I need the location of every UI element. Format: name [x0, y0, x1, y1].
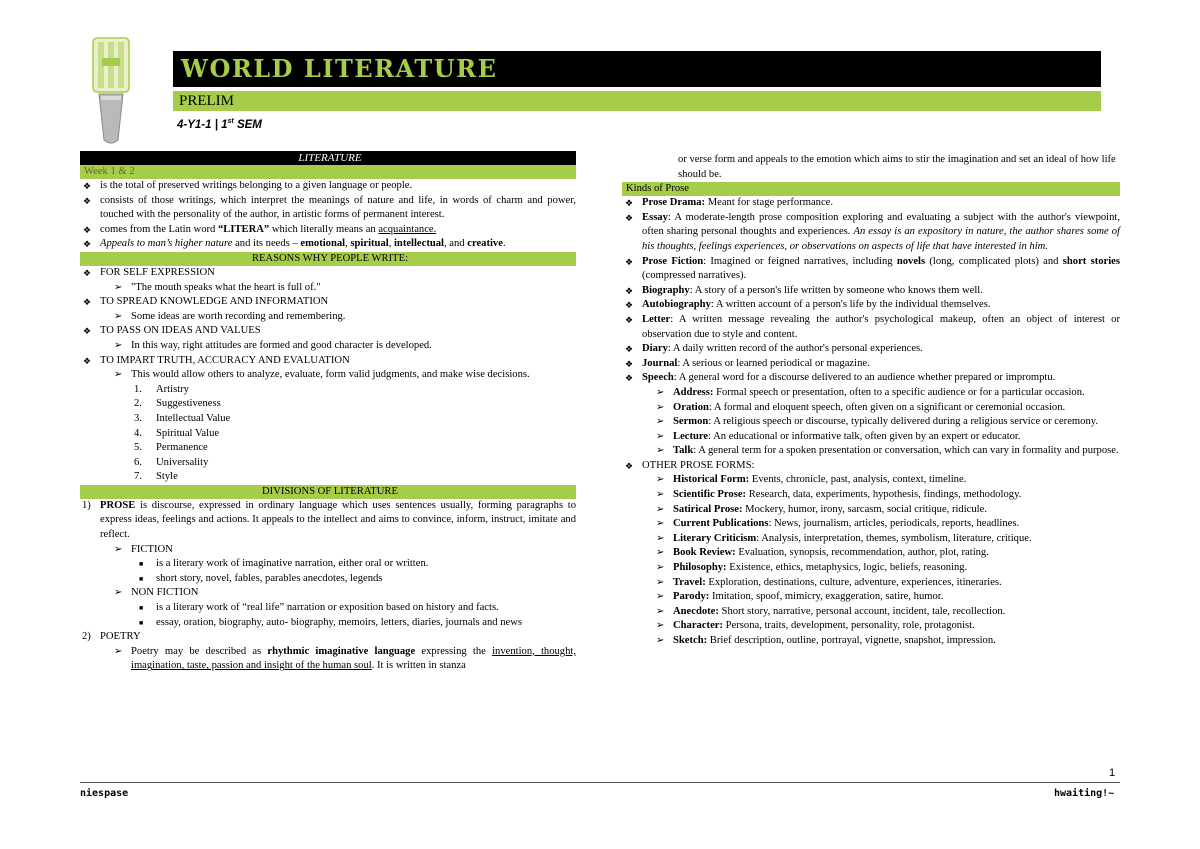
- arrow-bullet-icon: ➢: [656, 430, 665, 442]
- reason-item: [80, 266, 576, 281]
- arrow-bullet-icon: ➢: [114, 281, 123, 293]
- kind-item: [622, 371, 1120, 386]
- poetry-continuation: [622, 153, 1120, 182]
- kind-item: [622, 342, 1120, 357]
- other-term: Scientific Prose:: [673, 489, 747, 501]
- arrow-bullet-icon: ➢: [656, 635, 665, 646]
- kind-desc: : A story of a person's life written by someone who knows them well.: [689, 284, 983, 296]
- arrow-bullet-icon: ➢: [114, 339, 123, 351]
- arrow-bullet-icon: ➢: [114, 369, 123, 381]
- item-text: expressing the: [415, 645, 493, 657]
- reason-sub-item: [80, 339, 576, 354]
- item-text: short story, novel, fables, parables anecdotes, legends: [156, 572, 383, 584]
- divisions-header: DIVISIONS OF LITERATURE: [80, 485, 576, 499]
- kinds-header-text: Kinds of Prose: [626, 183, 689, 195]
- kind-desc-italic: An essay is an expository in nature, the author shares some of his thoughts, feelings experiences, or observations on aspects of life that have interested in him.: [642, 226, 1120, 252]
- week-label: Week 1 & 2: [80, 165, 576, 179]
- reason-text: FOR SELF EXPRESSION: [100, 266, 215, 278]
- reason-text: TO IMPART TRUTH, ACCURACY AND EVALUATION: [100, 354, 350, 366]
- list-item: [80, 223, 576, 238]
- kind-item: [622, 313, 1120, 342]
- kind-term: Essay: [642, 211, 668, 223]
- item-text: comes from the Latin word: [100, 223, 218, 235]
- reason-item: [80, 354, 576, 369]
- quality-item: [80, 427, 576, 442]
- diamond-bullet-icon: ❖: [625, 285, 634, 296]
- reason-item: [80, 324, 576, 339]
- arrow-bullet-icon: ➢: [656, 489, 665, 501]
- speech-desc: Formal speech or presentation, often to a specific audience or for a particular occasion.: [713, 386, 1085, 398]
- reason-text: TO PASS ON IDEAS AND VALUES: [100, 325, 261, 337]
- novels-word: novels: [896, 255, 926, 267]
- speech-sub-item: [622, 401, 1120, 416]
- square-bullet-icon: ■: [139, 604, 144, 613]
- diamond-bullet-icon: ❖: [625, 344, 634, 355]
- arrow-bullet-icon: ➢: [114, 543, 123, 555]
- other-form-item: [622, 605, 1120, 620]
- quality-number: 7.: [134, 471, 142, 483]
- kind-item: [622, 357, 1120, 372]
- nonfiction-sub-item: [80, 601, 576, 616]
- item-text: or verse form and appeals to the emotion which aims to stir the imagination and set an ideal of how life should be.: [678, 154, 1116, 180]
- kind-term: Speech: [642, 372, 674, 384]
- other-term: Satirical Prose:: [673, 503, 743, 515]
- left-column: [80, 151, 576, 674]
- arrow-bullet-icon: ➢: [656, 401, 665, 413]
- diamond-bullet-icon: ❖: [625, 198, 634, 209]
- item-text: which literally means an: [269, 223, 379, 235]
- division-number: 2): [82, 631, 91, 643]
- footer-divider: [80, 782, 1120, 783]
- other-desc: Research, data, experiments, hypothesis, findings, methodology.: [746, 489, 1022, 501]
- speech-term: Lecture: [673, 430, 709, 442]
- kind-term: Prose Drama:: [642, 197, 706, 209]
- diamond-bullet-icon: ❖: [83, 195, 92, 206]
- subtitle-bar: [173, 91, 1101, 111]
- right-column: [622, 153, 1120, 649]
- document-subtitle: PRELIM: [179, 93, 235, 109]
- kind-item: [622, 196, 1120, 211]
- other-form-item: [622, 532, 1120, 547]
- separator: ,: [345, 238, 351, 250]
- reason-item: [80, 295, 576, 310]
- semester-tail: SEM: [233, 118, 262, 131]
- title-bar: [173, 51, 1101, 87]
- literature-header-text: LITERATURE: [298, 152, 362, 164]
- arrow-bullet-icon: ➢: [114, 645, 123, 657]
- item-text: is discourse, expressed in ordinary language which uses sentences usually, forming paragraphs to express ideas, feelings and actions. It appeals to the intellect and aims to convince, inform, instruct, imitate and reflect.: [100, 499, 576, 541]
- other-desc: : Analysis, interpretation, themes, symbolism, literature, critique.: [756, 532, 1032, 544]
- separator: , and: [444, 238, 468, 250]
- item-text: Poetry may be described as: [131, 645, 268, 657]
- kind-desc: (compressed narratives).: [642, 270, 747, 282]
- diamond-bullet-icon: ❖: [83, 297, 92, 308]
- item-text: In this way, right attitudes are formed and good character is developed.: [131, 339, 432, 351]
- quality-text: Spiritual Value: [156, 427, 220, 439]
- diamond-bullet-icon: ❖: [625, 460, 634, 471]
- division-number: 1): [82, 499, 91, 511]
- quality-number: 6.: [134, 456, 142, 468]
- reasons-header: REASONS WHY PEOPLE WRITE:: [80, 252, 576, 266]
- other-desc: Imitation, spoof, mimicry, exaggeration, satire, humor.: [709, 591, 944, 603]
- poetry-underlined: invention, thought, imagination, taste, passion and insight of the human soul: [131, 645, 576, 672]
- speech-term: Sermon: [673, 416, 709, 428]
- quality-number: 5.: [134, 442, 142, 454]
- other-desc: Persona, traits, development, personality, role, protagonist.: [723, 620, 975, 632]
- item-text: is a literary work of imaginative narration, either oral or written.: [156, 558, 429, 570]
- item-text: and its needs –: [232, 238, 301, 250]
- other-desc: Mockery, humor, irony, sarcasm, social critique, ridicule.: [742, 503, 987, 515]
- kind-desc: : A moderate-length prose composition exploring and evaluating a subject with the author's viewpoint, often sharing personal thoughts and experiences.: [642, 211, 1120, 238]
- arrow-bullet-icon: ➢: [656, 562, 665, 574]
- kind-item: [622, 298, 1120, 313]
- item-text: Some ideas are worth recording and remembering.: [131, 310, 346, 322]
- kind-term: Autobiography: [642, 299, 711, 311]
- other-term: Philosophy:: [673, 562, 727, 574]
- speech-sub-item: [622, 430, 1120, 445]
- arrow-bullet-icon: ➢: [656, 591, 665, 603]
- item-text: FICTION: [131, 543, 173, 555]
- footer-sign-off: hwaiting!~: [1054, 788, 1115, 799]
- nonfiction-sub-item: [80, 616, 576, 631]
- lightstick-logo-icon: [91, 36, 131, 146]
- separator: .: [502, 238, 506, 250]
- kind-term: Journal: [642, 357, 678, 369]
- fiction-sub-item: [80, 557, 576, 572]
- footer-author: niespase: [80, 788, 129, 799]
- arrow-bullet-icon: ➢: [114, 587, 123, 599]
- other-form-item: [622, 473, 1120, 488]
- other-desc: Existence, ethics, metaphysics, logic, beliefs, reasoning.: [726, 562, 968, 574]
- arrow-bullet-icon: ➢: [656, 474, 665, 486]
- quality-item: [80, 470, 576, 485]
- semester-label: [177, 115, 262, 132]
- arrow-bullet-icon: ➢: [656, 576, 665, 588]
- item-text: is a literary work of “real life” narration or exposition based on history and facts.: [156, 602, 499, 614]
- quality-number: 2.: [134, 398, 142, 410]
- other-term: Parody:: [673, 591, 710, 603]
- semester-text: 4-Y1-1 | 1: [177, 118, 228, 131]
- nonfiction-item: [80, 586, 576, 601]
- division-item: [80, 499, 576, 543]
- kind-desc: : A written message revealing the author's psychological makeup, often an object of interest or observation due to style and content.: [642, 313, 1120, 340]
- quality-number: 4.: [134, 427, 142, 439]
- need-emotional: emotional: [300, 238, 346, 250]
- other-form-item: [622, 488, 1120, 503]
- quality-item: [80, 383, 576, 398]
- other-form-item: [622, 561, 1120, 576]
- item-text: "The mouth speaks what the heart is full of.": [131, 281, 321, 293]
- quality-text: Universality: [156, 456, 209, 468]
- arrow-bullet-icon: ➢: [656, 518, 665, 530]
- other-form-item: [622, 517, 1120, 532]
- other-term: Sketch:: [673, 635, 708, 646]
- speech-term: Address:: [673, 386, 714, 398]
- literature-header: [80, 151, 576, 165]
- diamond-bullet-icon: ❖: [625, 300, 634, 311]
- list-item: [80, 194, 576, 223]
- quality-item: [80, 412, 576, 427]
- need-creative: creative: [467, 238, 503, 250]
- kind-desc: Meant for stage performance.: [705, 197, 834, 209]
- division-item: [80, 630, 576, 645]
- speech-desc: : A general term for a spoken presentation or conversation, which can vary in formality and purpose.: [693, 445, 1119, 457]
- other-form-item: [622, 576, 1120, 591]
- quality-item: [80, 397, 576, 412]
- diamond-bullet-icon: ❖: [83, 326, 92, 337]
- speech-term: Oration: [673, 401, 709, 413]
- kinds-of-prose-header: [622, 182, 1120, 196]
- square-bullet-icon: ■: [139, 618, 144, 627]
- quality-text: Style: [156, 471, 178, 483]
- kind-term: Prose Fiction: [642, 255, 704, 267]
- square-bullet-icon: ■: [139, 560, 144, 569]
- kind-desc: : A daily written record of the author's personal experiences.: [667, 343, 923, 355]
- poetry-sub-item: [80, 645, 576, 674]
- item-text: NON FICTION: [131, 587, 199, 599]
- quality-item: [80, 456, 576, 471]
- semester-sup: st: [227, 118, 234, 125]
- need-intellectual: intellectual: [393, 238, 444, 250]
- item-text: . It is written in stanza: [371, 660, 466, 672]
- poetry-bold: rhythmic imaginative language: [267, 645, 416, 657]
- quality-text: Permanence: [156, 442, 208, 454]
- appeals-text: Appeals to man’s higher nature: [100, 238, 233, 250]
- arrow-bullet-icon: ➢: [656, 503, 665, 515]
- item-text: consists of those writings, which interpret the meanings of nature and life, in words of charm and power, touched with the personality of the author, in artistic forms of permanent interest.: [100, 194, 576, 221]
- other-forms-title: OTHER PROSE FORMS:: [642, 459, 755, 471]
- diamond-bullet-icon: ❖: [625, 373, 634, 384]
- square-bullet-icon: ■: [139, 574, 144, 583]
- reason-sub-item: [80, 281, 576, 296]
- kind-term: Diary: [642, 343, 668, 355]
- speech-desc: : A religious speech or discourse, typically delivered during a religious service or ceremony.: [708, 416, 1099, 428]
- other-term: Current Publications: [673, 518, 769, 530]
- diamond-bullet-icon: ❖: [83, 239, 92, 250]
- other-forms-item: [622, 459, 1120, 474]
- speech-sub-item: [622, 415, 1120, 430]
- kind-term: Letter: [642, 313, 671, 325]
- other-form-item: [622, 590, 1120, 605]
- kind-item: [622, 255, 1120, 284]
- other-desc: Evaluation, synopsis, recommendation, author, plot, rating.: [735, 547, 989, 559]
- quality-text: Suggestiveness: [156, 398, 221, 410]
- latin-word: “LITERA”: [217, 223, 270, 235]
- arrow-bullet-icon: ➢: [656, 605, 665, 617]
- speech-sub-item: [622, 444, 1120, 459]
- need-spiritual: spiritual: [350, 238, 389, 250]
- quality-text: Artistry: [156, 383, 189, 395]
- kind-desc: : A written account of a person's life by the individual themselves.: [710, 299, 991, 311]
- reason-sub-item: [80, 368, 576, 383]
- diamond-bullet-icon: ❖: [83, 267, 92, 278]
- diamond-bullet-icon: ❖: [625, 212, 634, 223]
- other-desc: Brief description, outline, portrayal, vignette, snapshot, impression.: [707, 635, 996, 646]
- other-term: Travel:: [673, 576, 706, 588]
- quality-item: [80, 441, 576, 456]
- other-term: Anecdote:: [673, 605, 719, 617]
- item-text: essay, oration, biography, auto- biography, memoirs, letters, diaries, journals and news: [156, 616, 522, 628]
- other-term: Historical Form:: [673, 474, 750, 486]
- diamond-bullet-icon: ❖: [83, 224, 92, 235]
- other-desc: Exploration, destinations, culture, adventure, experiences, itineraries.: [705, 576, 1002, 588]
- other-desc: : News, journalism, articles, periodicals, reports, headlines.: [768, 518, 1020, 530]
- diamond-bullet-icon: ❖: [83, 181, 92, 191]
- diamond-bullet-icon: ❖: [625, 256, 634, 267]
- list-item: [80, 179, 576, 194]
- short-stories-word: short stories: [1062, 255, 1121, 267]
- page-number: 1: [1109, 767, 1116, 779]
- kind-desc: : A serious or learned periodical or magazine.: [677, 357, 870, 369]
- item-text: This would allow others to analyze, evaluate, form valid judgments, and make wise decisions.: [131, 369, 530, 381]
- arrow-bullet-icon: ➢: [656, 445, 665, 457]
- arrow-bullet-icon: ➢: [114, 310, 123, 322]
- speech-desc: : An educational or informative talk, often given by an expert or educator.: [708, 430, 1021, 442]
- kind-desc: : A general word for a discourse delivered to an audience whether prepared or impromptu.: [673, 372, 1056, 384]
- prose-word: PROSE: [100, 499, 136, 511]
- kind-term: Biography: [642, 284, 690, 296]
- arrow-bullet-icon: ➢: [656, 386, 665, 398]
- arrow-bullet-icon: ➢: [656, 547, 665, 559]
- diamond-bullet-icon: ❖: [83, 355, 92, 366]
- quality-number: 3.: [134, 412, 142, 424]
- kind-item: [622, 284, 1120, 299]
- arrow-bullet-icon: ➢: [656, 620, 665, 632]
- speech-desc: : A formal and eloquent speech, often given on a significant or ceremonial occasion.: [708, 401, 1066, 413]
- other-term: Literary Criticism: [673, 532, 757, 544]
- list-item: [80, 237, 576, 252]
- separator: ,: [388, 238, 394, 250]
- item-text: is the total of preserved writings belonging to a given language or people.: [100, 180, 413, 191]
- kind-item: [622, 211, 1120, 255]
- other-form-item: [622, 634, 1120, 649]
- kind-desc: (long, complicated plots) and: [925, 255, 1063, 267]
- other-term: Book Review:: [673, 547, 736, 559]
- other-desc: Events, chronicle, past, analysis, context, timeline.: [749, 474, 967, 486]
- quality-text: Intellectual Value: [156, 412, 231, 424]
- other-term: Character:: [673, 620, 723, 632]
- kind-desc: : Imagined or feigned narratives, including: [703, 255, 897, 267]
- arrow-bullet-icon: ➢: [656, 532, 665, 544]
- quality-number: 1.: [134, 383, 142, 395]
- diamond-bullet-icon: ❖: [625, 358, 634, 369]
- speech-sub-item: [622, 386, 1120, 401]
- speech-term: Talk: [673, 445, 694, 457]
- reason-sub-item: [80, 310, 576, 325]
- fiction-item: [80, 543, 576, 558]
- document-title: WORLD LITERATURE: [181, 54, 498, 83]
- other-form-item: [622, 503, 1120, 518]
- fiction-sub-item: [80, 572, 576, 587]
- acquaintance-text: acquaintance.: [378, 223, 437, 235]
- diamond-bullet-icon: ❖: [625, 314, 634, 325]
- other-desc: Short story, narrative, personal account, incident, tale, recollection.: [718, 605, 1006, 617]
- other-form-item: [622, 619, 1120, 634]
- reason-text: TO SPREAD KNOWLEDGE AND INFORMATION: [100, 296, 329, 308]
- item-text: POETRY: [100, 631, 141, 643]
- arrow-bullet-icon: ➢: [656, 416, 665, 428]
- other-form-item: [622, 546, 1120, 561]
